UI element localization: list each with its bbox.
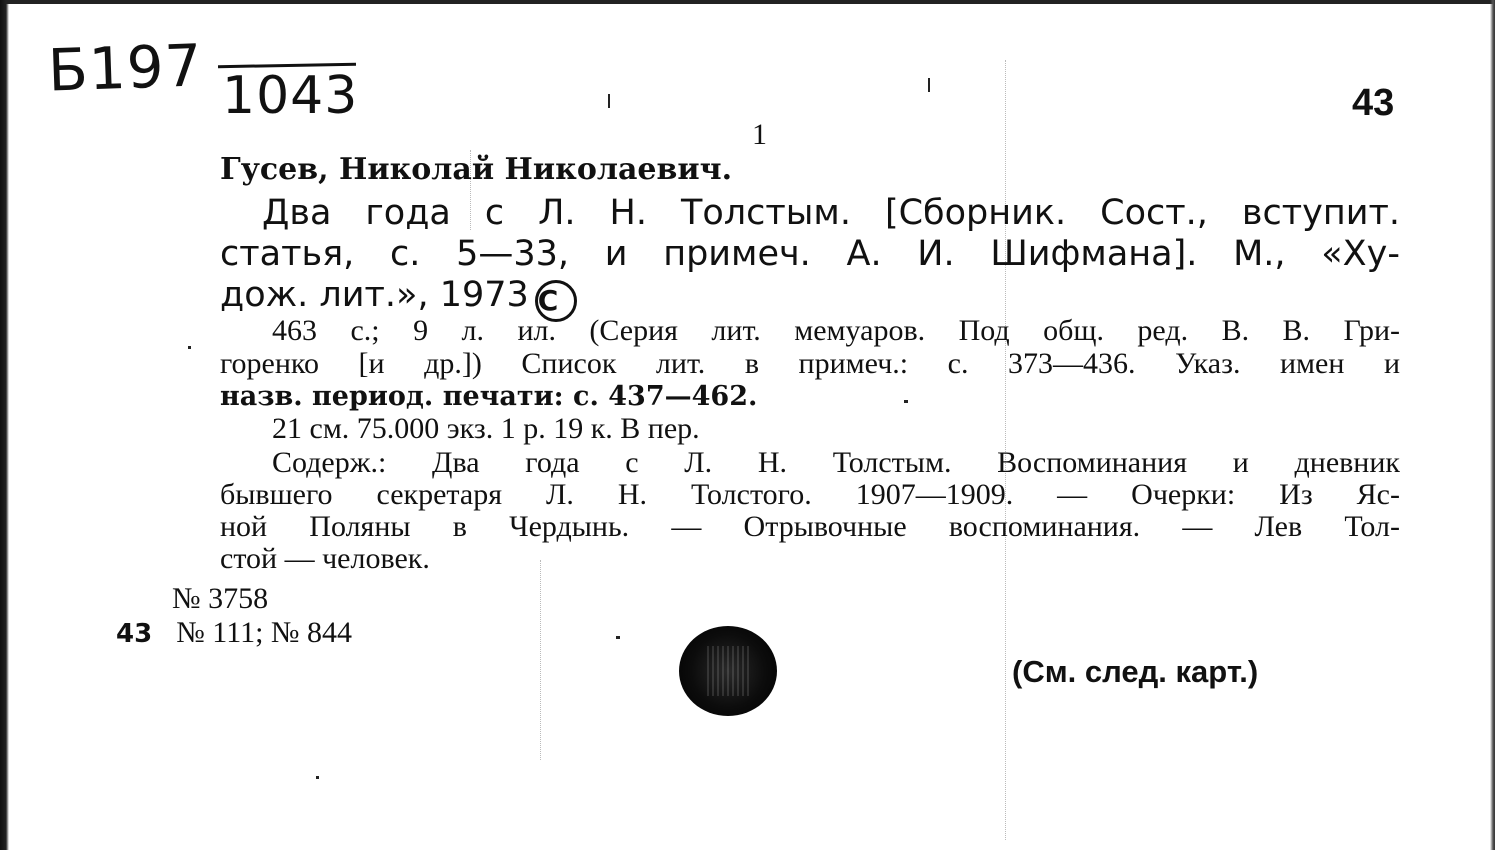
physical-description xyxy=(220,314,1400,413)
sequence-number: 1 xyxy=(752,118,767,151)
record-number: № 3758 xyxy=(172,582,269,615)
record-prefix: 43 xyxy=(116,619,153,649)
description-bold-line: назв. период. печати: с. 437—462. xyxy=(220,381,758,412)
card-top-edge xyxy=(0,0,1495,4)
edition-stats: 21 см. 75.000 экз. 1 р. 19 к. В пер. xyxy=(272,412,700,445)
record-numbers: № 111; № 844 xyxy=(176,616,353,649)
description-line: горенко [и др.]) Список лит. в примеч.: с. 373—436. Указ. имен и xyxy=(220,347,1400,380)
card-number: 43 xyxy=(1352,82,1395,124)
scan-speck xyxy=(188,346,191,349)
title-block xyxy=(220,193,1400,322)
title-line: дож. лит.», 1973 xyxy=(220,275,529,315)
contents-line: стой — человек. xyxy=(220,542,430,575)
author-heading: Гусев, Николай Николаевич. xyxy=(220,152,733,187)
card-right-edge xyxy=(1490,0,1495,850)
contents-line: Содерж.: Два года с Л. Н. Толстым. Воспоминания и дневник xyxy=(272,446,1400,479)
record-numbers-line xyxy=(116,616,352,650)
description-line: 463 с.; 9 л. ил. (Серия лит. мемуаров. Под общ. ред. В. В. Гри- xyxy=(272,314,1400,347)
inventory-number: 1043 xyxy=(222,66,359,126)
scan-guide-mark xyxy=(540,560,541,760)
see-next-card: (См. след. карт.) xyxy=(1012,654,1259,689)
copyright-icon: C xyxy=(535,280,577,322)
shelf-code: Б197 xyxy=(46,31,204,105)
scan-speck xyxy=(928,78,930,92)
punch-hole xyxy=(679,626,777,716)
contents-line: бывшего секретаря Л. Н. Толстого. 1907—1909. — Очерки: Из Яс- xyxy=(220,478,1400,511)
scan-speck xyxy=(608,94,610,108)
scan-speck xyxy=(316,776,319,779)
card-left-edge xyxy=(0,0,9,850)
title-line: Два года с Л. Н. Толстым. [Сборник. Сост., вступит. xyxy=(262,193,1400,233)
contents-line: ной Поляны в Чердынь. — Отрывочные воспоминания. — Лев Тол- xyxy=(220,510,1400,543)
title-line: статья, с. 5—33, и примеч. А. И. Шифмана]. М., «Ху- xyxy=(220,234,1400,274)
scan-speck xyxy=(616,636,620,639)
contents-note xyxy=(220,447,1400,575)
